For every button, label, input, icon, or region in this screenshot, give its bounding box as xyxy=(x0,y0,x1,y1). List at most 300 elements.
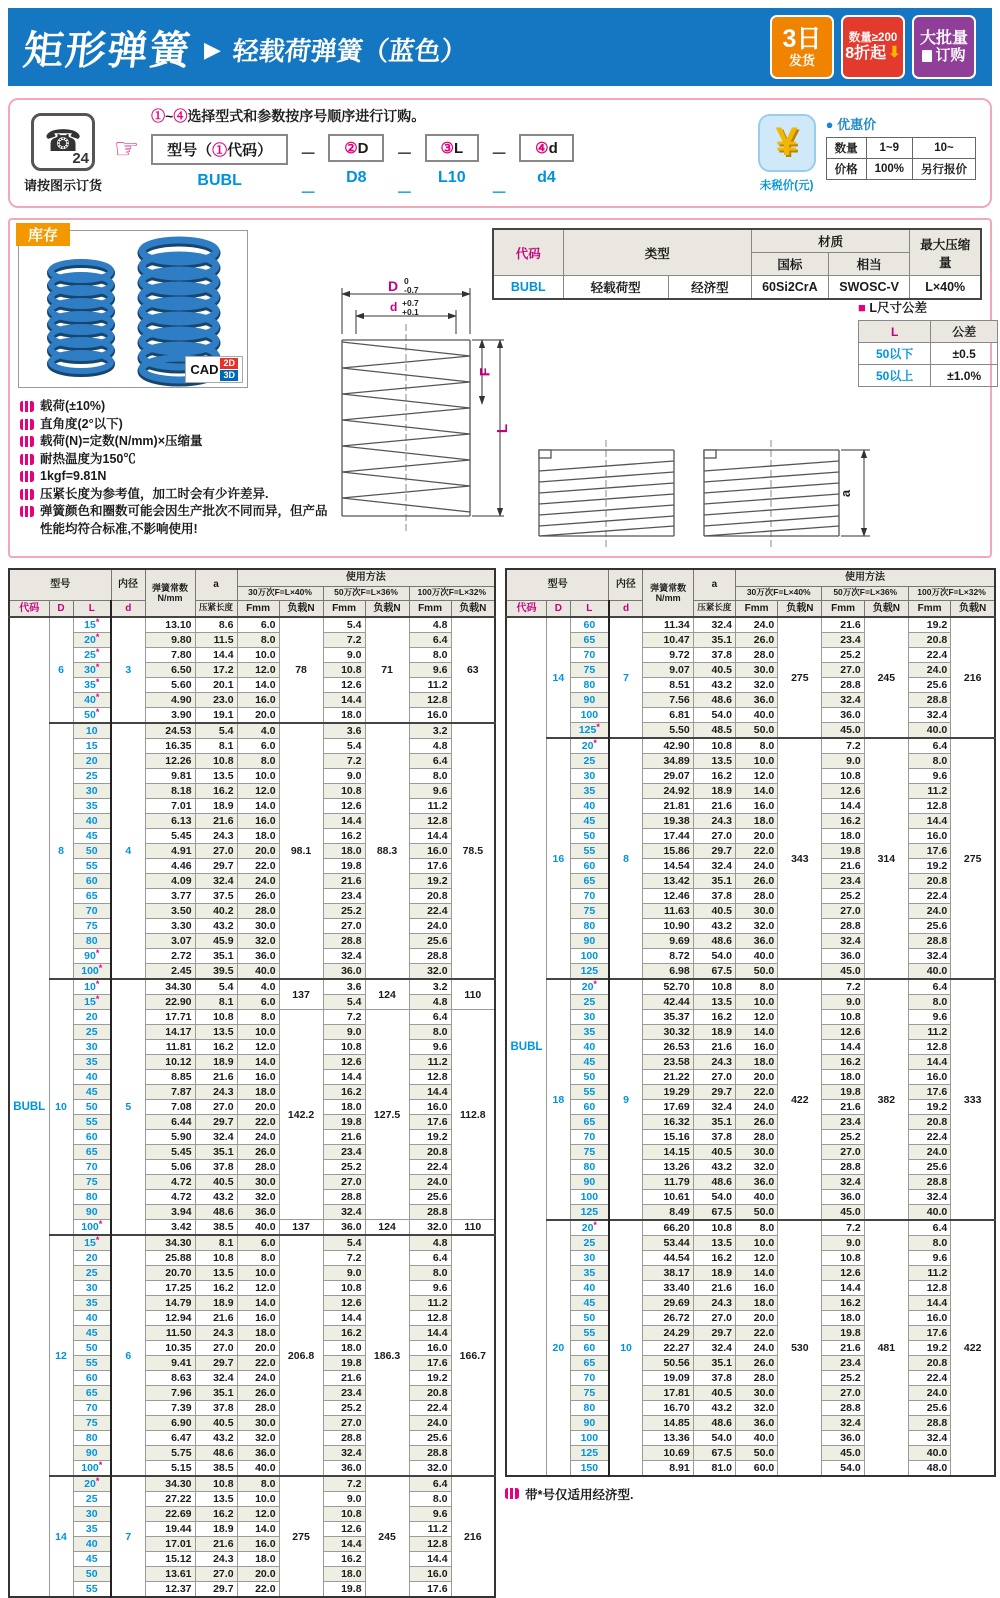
free-length-cell: 25* xyxy=(73,648,111,663)
material-h-gb: 国标 xyxy=(751,253,828,276)
material-h-equiv: 相当 xyxy=(828,253,910,276)
free-length-cell: 90 xyxy=(570,934,608,949)
compressed-length-cell: 67.5 xyxy=(693,964,735,980)
deflection-cell: 10.8 xyxy=(822,1251,864,1266)
deflection-cell: 28.8 xyxy=(323,1431,365,1446)
spec-row xyxy=(9,1326,495,1341)
deflection-cell: 24.0 xyxy=(908,663,950,678)
spec-row xyxy=(506,1175,995,1190)
deflection-cell: 18.0 xyxy=(237,1552,279,1567)
load-cell: 88.3 xyxy=(365,723,409,979)
compressed-length-cell: 8.6 xyxy=(195,617,237,633)
free-length-cell: 125 xyxy=(570,1446,608,1461)
deflection-cell: 30.0 xyxy=(237,1175,279,1190)
h-N30: 负载N xyxy=(279,600,323,617)
compressed-length-cell: 29.7 xyxy=(195,1582,237,1598)
pn-example-code: BUBL xyxy=(197,171,242,189)
cad-3d-tag: 3D xyxy=(220,370,238,381)
compressed-length-cell: 18.9 xyxy=(693,1266,735,1281)
spec-row xyxy=(9,1235,495,1251)
compressed-length-cell: 24.3 xyxy=(693,814,735,829)
spec-row xyxy=(506,889,995,904)
deflection-cell: 40.0 xyxy=(237,964,279,980)
spec-row xyxy=(506,799,995,814)
free-length-cell: 20 xyxy=(73,1010,111,1025)
deflection-cell: 6.4 xyxy=(409,754,451,769)
spec-row xyxy=(9,1537,495,1552)
spec-row xyxy=(9,633,495,648)
pn-example-L: L10 xyxy=(438,168,466,186)
inner-dia-cell: 10 xyxy=(609,1220,643,1476)
deflection-cell: 12.8 xyxy=(908,1281,950,1296)
order-instruction: ①~④选择型式和参数按序号顺序进行订购。 xyxy=(151,107,426,124)
deflection-cell: 12.6 xyxy=(822,1266,864,1281)
spec-row xyxy=(9,1281,495,1296)
deflection-cell: 20.0 xyxy=(237,1100,279,1115)
free-length-cell: 50 xyxy=(73,844,111,859)
outer-dia-cell: 10 xyxy=(49,979,73,1235)
free-length-cell: 30 xyxy=(73,784,111,799)
free-length-cell: 50 xyxy=(570,1311,608,1326)
load-cell: 142.2 xyxy=(279,1010,323,1220)
spring-constant-cell: 12.26 xyxy=(145,754,195,769)
deflection-cell: 20.8 xyxy=(409,1386,451,1401)
deflection-cell: 21.6 xyxy=(323,874,365,889)
deflection-cell: 40.0 xyxy=(735,949,777,964)
deflection-cell: 50.0 xyxy=(735,1446,777,1461)
deflection-cell: 3.2 xyxy=(409,723,451,739)
spring-photo-box xyxy=(18,230,248,388)
deflection-cell: 8.0 xyxy=(409,1025,451,1040)
deflection-cell: 25.6 xyxy=(908,1401,950,1416)
spring-constant-cell: 38.17 xyxy=(643,1266,693,1281)
compressed-length-cell: 21.6 xyxy=(693,799,735,814)
spring-constant-cell: 16.70 xyxy=(643,1401,693,1416)
deflection-cell: 9.6 xyxy=(908,1251,950,1266)
compressed-length-cell: 32.4 xyxy=(195,1130,237,1145)
free-length-cell: 15* xyxy=(73,995,111,1010)
deflection-cell: 14.0 xyxy=(237,1296,279,1311)
deflection-cell: 20.8 xyxy=(908,633,950,648)
free-length-cell: 40* xyxy=(73,693,111,708)
spring-constant-cell: 22.69 xyxy=(145,1507,195,1522)
free-length-cell: 25 xyxy=(73,769,111,784)
deflection-cell: 9.6 xyxy=(908,769,950,784)
spec-row xyxy=(9,723,495,739)
spring-constant-cell: 29.69 xyxy=(643,1296,693,1311)
deflection-cell: 8.0 xyxy=(237,633,279,648)
deflection-cell: 10.8 xyxy=(323,1040,365,1055)
spring-constant-cell: 9.41 xyxy=(145,1356,195,1371)
compressed-length-cell: 10.8 xyxy=(195,1010,237,1025)
compressed-length-cell: 35.1 xyxy=(195,949,237,964)
spring-constant-cell: 3.42 xyxy=(145,1220,195,1236)
free-length-cell: 65 xyxy=(73,1386,111,1401)
spec-row xyxy=(506,1070,995,1085)
part-number-builder: ①~④选择型式和参数按序号顺序进行订购。 型号（①代码） BUBL － － ②D D8 － － ③L L10 － － ④d d4 xyxy=(151,104,574,203)
outer-dia-cell: 6 xyxy=(49,617,73,723)
free-length-cell: 15* xyxy=(73,1235,111,1251)
deflection-cell: 36.0 xyxy=(822,1190,864,1205)
deflection-cell: 14.0 xyxy=(237,678,279,693)
free-length-cell: 40 xyxy=(570,1040,608,1055)
h-D: D xyxy=(49,600,73,617)
compressed-length-cell: 16.2 xyxy=(195,784,237,799)
deflection-cell: 22.4 xyxy=(409,1401,451,1416)
deflection-cell: 27.0 xyxy=(822,1145,864,1160)
deflection-cell: 20.0 xyxy=(237,1341,279,1356)
spring-constant-cell: 13.26 xyxy=(643,1160,693,1175)
deflection-cell: 16.0 xyxy=(237,1311,279,1326)
spring-constant-cell: 22.27 xyxy=(643,1341,693,1356)
deflection-cell: 16.2 xyxy=(323,829,365,844)
load-cell: 216 xyxy=(451,1476,495,1597)
h-F30: Fmm xyxy=(735,600,777,617)
spring-constant-cell: 19.09 xyxy=(643,1371,693,1386)
free-length-cell: 35 xyxy=(570,784,608,799)
spring-constant-cell: 6.98 xyxy=(643,964,693,980)
spring-constant-cell: 5.45 xyxy=(145,1145,195,1160)
deflection-cell: 22.4 xyxy=(409,1160,451,1175)
spring-constant-cell: 5.45 xyxy=(145,829,195,844)
spring-constant-cell: 11.79 xyxy=(643,1175,693,1190)
spec-row xyxy=(9,1356,495,1371)
deflection-cell: 12.8 xyxy=(409,693,451,708)
deflection-cell: 32.4 xyxy=(822,934,864,949)
spec-row xyxy=(9,904,495,919)
spec-row xyxy=(506,814,995,829)
spec-table-right xyxy=(505,568,996,1477)
compressed-length-cell: 67.5 xyxy=(693,1446,735,1461)
spring-side-drawings xyxy=(534,434,882,554)
compressed-length-cell: 21.6 xyxy=(195,1070,237,1085)
free-length-cell: 65 xyxy=(570,874,608,889)
spring-constant-cell: 11.34 xyxy=(643,617,693,633)
deflection-cell: 7.2 xyxy=(323,1251,365,1266)
free-length-cell: 100* xyxy=(73,1461,111,1477)
deflection-cell: 11.2 xyxy=(409,1522,451,1537)
deflection-cell: 28.8 xyxy=(409,1205,451,1220)
deflection-cell: 16.0 xyxy=(735,1281,777,1296)
compressed-length-cell: 18.9 xyxy=(693,784,735,799)
deflection-cell: 12.0 xyxy=(237,1281,279,1296)
deflection-cell: 10.0 xyxy=(237,648,279,663)
free-length-cell: 40 xyxy=(73,1070,111,1085)
deflection-cell: 10.8 xyxy=(822,1010,864,1025)
deflection-cell: 18.0 xyxy=(323,1100,365,1115)
spec-row xyxy=(9,1040,495,1055)
spec-row xyxy=(9,995,495,1010)
compressed-length-cell: 40.2 xyxy=(195,904,237,919)
deflection-cell: 10.0 xyxy=(237,1025,279,1040)
compressed-length-cell: 16.2 xyxy=(195,1281,237,1296)
deflection-cell: 20.8 xyxy=(409,1145,451,1160)
spring-constant-cell: 33.40 xyxy=(643,1281,693,1296)
deflection-cell: 27.0 xyxy=(822,663,864,678)
spec-row xyxy=(506,1461,995,1477)
spec-row xyxy=(9,934,495,949)
yen-icon: ¥ xyxy=(758,114,816,172)
compressed-length-cell: 40.5 xyxy=(195,1175,237,1190)
deflection-cell: 24.0 xyxy=(237,1371,279,1386)
compressed-length-cell: 43.2 xyxy=(693,919,735,934)
material-table-wrap xyxy=(492,228,982,300)
deflection-cell: 12.0 xyxy=(237,1507,279,1522)
free-length-cell: 35 xyxy=(570,1025,608,1040)
free-length-cell: 75 xyxy=(570,904,608,919)
load-cell: 78.5 xyxy=(451,723,495,979)
compressed-length-cell: 67.5 xyxy=(693,1205,735,1221)
material-h-material: 材质 xyxy=(751,229,909,253)
free-length-cell: 45 xyxy=(570,814,608,829)
spring-constant-cell: 9.07 xyxy=(643,663,693,678)
spring-constant-cell: 17.71 xyxy=(145,1010,195,1025)
deflection-cell: 22.0 xyxy=(237,859,279,874)
deflection-cell: 8.0 xyxy=(237,754,279,769)
spec-row xyxy=(9,1115,495,1130)
deflection-cell: 9.0 xyxy=(822,754,864,769)
deflection-cell: 24.0 xyxy=(409,1416,451,1431)
deflection-cell: 26.0 xyxy=(735,633,777,648)
spec-table-left xyxy=(8,568,496,1598)
free-length-cell: 65 xyxy=(570,1356,608,1371)
pn-box-d: ④d xyxy=(519,134,574,162)
compressed-length-cell: 10.8 xyxy=(693,979,735,995)
material-type1: 轻载荷型 xyxy=(563,276,668,300)
spec-row xyxy=(506,1251,995,1266)
deflection-cell: 25.6 xyxy=(409,1431,451,1446)
inner-dia-cell: 7 xyxy=(609,617,643,738)
spring-constant-cell: 3.50 xyxy=(145,904,195,919)
deflection-cell: 7.2 xyxy=(822,979,864,995)
spring-constant-cell: 15.16 xyxy=(643,1130,693,1145)
deflection-cell: 18.0 xyxy=(735,1055,777,1070)
deflection-cell: 32.4 xyxy=(323,1446,365,1461)
load-cell: 275 xyxy=(951,738,995,979)
compressed-length-cell: 54.0 xyxy=(693,1190,735,1205)
deflection-cell: 28.0 xyxy=(237,1160,279,1175)
free-length-cell: 100 xyxy=(570,1190,608,1205)
free-length-cell: 30 xyxy=(73,1507,111,1522)
compressed-length-cell: 32.4 xyxy=(693,617,735,633)
deflection-cell: 10.8 xyxy=(323,663,365,678)
deflection-cell: 16.0 xyxy=(409,1341,451,1356)
deflection-cell: 28.0 xyxy=(735,1130,777,1145)
compressed-length-cell: 16.2 xyxy=(693,1251,735,1266)
deflection-cell: 12.0 xyxy=(237,784,279,799)
deflection-cell: 14.4 xyxy=(409,1326,451,1341)
free-length-cell: 10 xyxy=(73,723,111,739)
free-length-cell: 65 xyxy=(570,633,608,648)
spring-constant-cell: 15.12 xyxy=(145,1552,195,1567)
deflection-cell: 28.0 xyxy=(735,889,777,904)
free-length-cell: 80 xyxy=(570,1160,608,1175)
deflection-cell: 8.0 xyxy=(409,648,451,663)
spec-row xyxy=(506,1055,995,1070)
spring-constant-cell: 2.45 xyxy=(145,964,195,980)
deflection-cell: 5.4 xyxy=(323,995,365,1010)
deflection-cell: 16.2 xyxy=(822,814,864,829)
spring-constant-cell: 11.81 xyxy=(145,1040,195,1055)
deflection-cell: 12.0 xyxy=(237,1040,279,1055)
deflection-cell: 14.4 xyxy=(908,1055,950,1070)
deflection-cell: 12.6 xyxy=(822,1025,864,1040)
deflection-cell: 8.0 xyxy=(908,754,950,769)
free-length-cell: 30 xyxy=(73,1040,111,1055)
deflection-cell: 19.2 xyxy=(409,1130,451,1145)
deflection-cell: 16.0 xyxy=(908,1311,950,1326)
free-length-cell: 80 xyxy=(73,1190,111,1205)
deflection-cell: 9.6 xyxy=(409,1281,451,1296)
deflection-cell: 8.0 xyxy=(409,1492,451,1507)
spring-constant-cell: 23.58 xyxy=(643,1055,693,1070)
deflection-cell: 30.0 xyxy=(237,919,279,934)
deflection-cell: 16.0 xyxy=(908,829,950,844)
spec-row xyxy=(9,678,495,693)
spec-row xyxy=(9,1220,495,1236)
deflection-cell: 9.0 xyxy=(323,769,365,784)
spring-constant-cell: 10.35 xyxy=(145,1341,195,1356)
deflection-cell: 21.6 xyxy=(323,1371,365,1386)
deflection-cell: 12.6 xyxy=(323,1522,365,1537)
h-N100: 负载N xyxy=(451,600,495,617)
compressed-length-cell: 43.2 xyxy=(693,678,735,693)
deflection-cell: 5.4 xyxy=(323,1235,365,1251)
compressed-length-cell: 43.2 xyxy=(693,1160,735,1175)
deflection-cell: 40.0 xyxy=(908,1205,950,1221)
deflection-cell: 20.0 xyxy=(237,844,279,859)
load-cell: 481 xyxy=(864,1220,908,1476)
phone-24h-icon: ☎ 24 xyxy=(31,113,95,171)
spring-constant-cell: 9.69 xyxy=(643,934,693,949)
spring-constant-cell: 4.91 xyxy=(145,844,195,859)
deflection-cell: 14.4 xyxy=(822,1040,864,1055)
spec-row xyxy=(506,1326,995,1341)
deflection-cell: 19.8 xyxy=(323,1115,365,1130)
spec-row xyxy=(506,859,995,874)
free-length-cell: 20 xyxy=(73,1251,111,1266)
spring-constant-cell: 6.90 xyxy=(145,1416,195,1431)
free-length-cell: 80 xyxy=(570,919,608,934)
deflection-cell: 28.8 xyxy=(908,1175,950,1190)
outer-dia-cell: 20 xyxy=(546,1220,570,1476)
spring-constant-cell: 13.10 xyxy=(145,617,195,633)
spec-row xyxy=(506,919,995,934)
material-equiv: SWOSC-V xyxy=(828,276,910,300)
spring-constant-cell: 14.54 xyxy=(643,859,693,874)
code-cell: BUBL xyxy=(506,617,546,1476)
deflection-cell: 12.8 xyxy=(409,1311,451,1326)
deflection-cell: 3.2 xyxy=(409,979,451,995)
compressed-length-cell: 29.7 xyxy=(693,1085,735,1100)
deflection-cell: 22.4 xyxy=(908,1371,950,1386)
spring-constant-cell: 5.90 xyxy=(145,1130,195,1145)
deflection-cell: 3.6 xyxy=(323,723,365,739)
deflection-cell: 20.8 xyxy=(908,1115,950,1130)
spec-row xyxy=(9,663,495,678)
deflection-cell: 12.8 xyxy=(908,799,950,814)
free-length-cell: 25 xyxy=(570,754,608,769)
deflection-cell: 21.6 xyxy=(822,617,864,633)
load-cell: 110 xyxy=(451,1220,495,1236)
deflection-cell: 9.0 xyxy=(323,1025,365,1040)
compressed-length-cell: 18.9 xyxy=(195,1296,237,1311)
spring-constant-cell: 16.32 xyxy=(643,1115,693,1130)
free-length-cell: 100 xyxy=(570,949,608,964)
spec-row xyxy=(9,1522,495,1537)
free-length-cell: 35 xyxy=(570,1266,608,1281)
free-length-cell: 125 xyxy=(570,1205,608,1221)
free-length-cell: 50 xyxy=(73,1100,111,1115)
deflection-cell: 16.0 xyxy=(735,1040,777,1055)
spring-constant-cell: 34.89 xyxy=(643,754,693,769)
free-length-cell: 45 xyxy=(570,1055,608,1070)
deflection-cell: 45.0 xyxy=(822,1446,864,1461)
free-length-cell: 75 xyxy=(570,1386,608,1401)
deflection-cell: 25.6 xyxy=(409,1190,451,1205)
deflection-cell: 32.0 xyxy=(735,919,777,934)
deflection-cell: 36.0 xyxy=(323,1461,365,1477)
deflection-cell: 28.8 xyxy=(409,949,451,964)
square-icon: ■ xyxy=(858,300,866,315)
deflection-cell: 17.6 xyxy=(908,1085,950,1100)
deflection-cell: 36.0 xyxy=(237,1205,279,1220)
deflection-cell: 17.6 xyxy=(908,844,950,859)
deflection-cell: 18.0 xyxy=(323,708,365,724)
badge-quantity-discount: 数量≥200 8折起 ⬇ xyxy=(841,15,905,79)
load-cell: 343 xyxy=(778,738,822,979)
free-length-cell: 25 xyxy=(73,1266,111,1281)
compressed-length-cell: 13.5 xyxy=(693,1236,735,1251)
price-block xyxy=(758,114,976,193)
compressed-length-cell: 38.5 xyxy=(195,1461,237,1477)
free-length-cell: 55 xyxy=(570,1085,608,1100)
spec-row xyxy=(9,919,495,934)
compressed-length-cell: 19.1 xyxy=(195,708,237,724)
deflection-cell: 9.6 xyxy=(409,663,451,678)
spring-constant-cell: 27.22 xyxy=(145,1492,195,1507)
free-length-cell: 20* xyxy=(570,738,608,754)
compressed-length-cell: 48.6 xyxy=(693,693,735,708)
free-length-cell: 30 xyxy=(570,1251,608,1266)
spring-constant-cell: 6.13 xyxy=(145,814,195,829)
deflection-cell: 27.0 xyxy=(323,919,365,934)
deflection-cell: 28.0 xyxy=(237,1401,279,1416)
material-gb: 60Si2CrA xyxy=(751,276,828,300)
spring-constant-cell: 3.94 xyxy=(145,1205,195,1220)
compressed-length-cell: 5.4 xyxy=(195,723,237,739)
cad-badge[interactable]: CAD 2D 3D xyxy=(185,356,243,383)
deflection-cell: 16.0 xyxy=(237,1070,279,1085)
compressed-length-cell: 14.4 xyxy=(195,648,237,663)
deflection-cell: 24.0 xyxy=(908,1145,950,1160)
spring-constant-cell: 52.70 xyxy=(643,979,693,995)
free-length-cell: 40 xyxy=(73,1537,111,1552)
compressed-length-cell: 37.8 xyxy=(693,648,735,663)
compressed-length-cell: 18.9 xyxy=(693,1025,735,1040)
spec-row xyxy=(506,1236,995,1251)
spring-constant-cell: 19.38 xyxy=(643,814,693,829)
h-usage-100: 100万次F=L×32% xyxy=(908,586,995,600)
load-cell: 137 xyxy=(279,1220,323,1236)
deflection-cell: 8.0 xyxy=(409,1266,451,1281)
deflection-cell: 22.4 xyxy=(409,904,451,919)
deflection-cell: 24.0 xyxy=(735,617,777,633)
compressed-length-cell: 40.5 xyxy=(693,1386,735,1401)
deflection-cell: 16.2 xyxy=(822,1296,864,1311)
spec-row xyxy=(9,1266,495,1281)
deflection-cell: 23.4 xyxy=(822,633,864,648)
